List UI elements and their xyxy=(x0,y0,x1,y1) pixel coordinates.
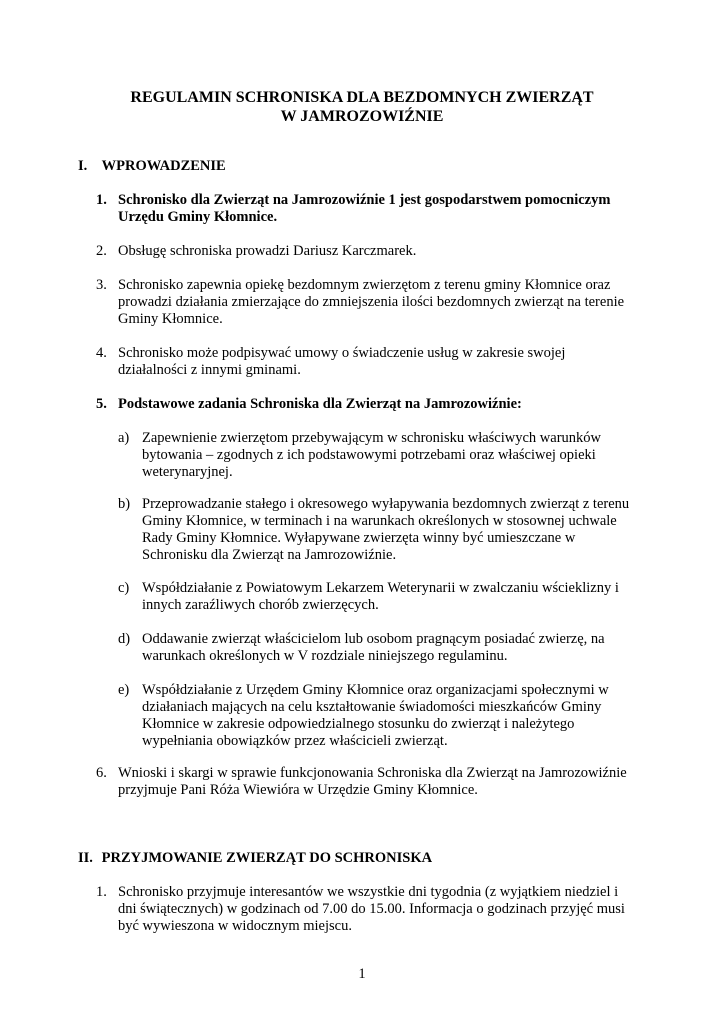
item-line: Urzędu Gminy Kłomnice. xyxy=(118,209,278,225)
list-item xyxy=(118,765,638,799)
subitem-line: Rady Gminy Kłomnice. Wyłapywane zwierzęta winny być umieszczane w xyxy=(142,530,576,546)
subitem-letter: e) xyxy=(118,682,130,698)
list-item xyxy=(118,396,638,413)
subitem-line: wypełniania obowiązków przez właścicieli zwierząt. xyxy=(142,733,448,749)
subitem-line: innych zaraźliwych chorób zwierzęcych. xyxy=(142,597,379,613)
section-numeral: II. xyxy=(78,850,93,866)
section-title: PRZYJMOWANIE ZWIERZĄT DO SCHRONISKA xyxy=(101,850,433,866)
subitem-letter: a) xyxy=(118,430,130,446)
item-line: Schronisko może podpisywać umowy o świadczenie usług w zakresie swojej xyxy=(118,345,566,361)
title-line-2: W JAMROZOWIŹNIE xyxy=(280,108,444,125)
subitem-line: Oddawanie zwierząt właścicielom lub osobom pragnącym posiadać zwierzę, na xyxy=(142,631,605,647)
item-number: 2. xyxy=(96,243,107,259)
subitem-letter: d) xyxy=(118,631,131,647)
item-line: Podstawowe zadania Schroniska dla Zwierząt na Jamrozowiźnie: xyxy=(118,396,522,412)
subitem-line: Gminy Kłomnice, w terminach i na warunkach określonych w stosownej uchwale xyxy=(142,513,617,529)
item-number: 3. xyxy=(96,277,107,293)
list-item xyxy=(118,345,638,379)
item-number: 4. xyxy=(96,345,107,361)
subitem-line: warunkach określonych w V rozdziale niniejszego regulaminu. xyxy=(142,648,508,664)
subitem-line: Współdziałanie z Urzędem Gminy Kłomnice oraz organizacjami społecznymi w xyxy=(142,682,609,698)
subitem-line: bytowania – zgodnych z ich podstawowymi potrzebami oraz właściwej opieki xyxy=(142,447,596,463)
subitem-line: Przeprowadzanie stałego i okresowego wyłapywania bezdomnych zwierząt z terenu xyxy=(142,496,630,512)
sub-list-item xyxy=(142,682,642,750)
item-number: 1. xyxy=(96,884,107,900)
item-line: Schronisko zapewnia opiekę bezdomnym zwierzętom z terenu gminy Kłomnice oraz xyxy=(118,277,611,293)
page-number: 1 xyxy=(358,966,366,982)
item-line: Gminy Kłomnice. xyxy=(118,311,223,327)
item-line: prowadzi działania zmierzające do zmniejszenia ilości bezdomnych zwierząt na terenie xyxy=(118,294,625,310)
subitem-letter: b) xyxy=(118,496,131,512)
title-line-1: REGULAMIN SCHRONISKA DLA BEZDOMNYCH ZWIERZĄT xyxy=(130,89,594,106)
item-line: przyjmuje Pani Róża Wiewióra w Urzędzie Gminy Kłomnice. xyxy=(118,782,478,798)
subitem-letter: c) xyxy=(118,580,130,596)
section-heading-1 xyxy=(78,158,226,175)
item-line: Obsługę schroniska prowadzi Dariusz Karczmarek. xyxy=(118,243,417,259)
list-item xyxy=(118,243,638,260)
sub-list-item xyxy=(142,496,642,564)
item-line: Schronisko przyjmuje interesantów we wszystkie dni tygodnia (z wyjątkiem niedziel i xyxy=(118,884,619,900)
list-item xyxy=(118,192,638,226)
item-line: dni świątecznych) w godzinach od 7.00 do 15.00. Informacja o godzinach przyjęć musi xyxy=(118,901,625,917)
item-number: 5. xyxy=(96,396,107,412)
item-number: 1. xyxy=(96,192,107,208)
subitem-line: Zapewnienie zwierzętom przebywającym w schronisku właściwych warunków xyxy=(142,430,602,446)
section-title: WPROWADZENIE xyxy=(101,158,226,174)
subitem-line: Kłomnice w zakresie odpowiedzialnego stosunku do zwierząt i należytego xyxy=(142,716,575,732)
sub-list-item xyxy=(142,580,642,614)
section-numeral: I. xyxy=(78,158,88,174)
subitem-line: weterynaryjnej. xyxy=(142,464,233,480)
document-title xyxy=(0,88,724,126)
item-number: 6. xyxy=(96,765,107,781)
list-item xyxy=(118,884,638,935)
subitem-line: działaniach mających na celu kształtowanie świadomości mieszkańców Gminy xyxy=(142,699,602,715)
sub-list-item xyxy=(142,430,642,481)
item-line: działalności z innymi gminami. xyxy=(118,362,301,378)
item-line: Schronisko dla Zwierząt na Jamrozowiźnie 1 jest gospodarstwem pomocniczym xyxy=(118,192,611,208)
item-line: Wnioski i skargi w sprawie funkcjonowania Schroniska dla Zwierząt na Jamrozowiźnie xyxy=(118,765,627,781)
item-line: być wywieszona w widocznym miejscu. xyxy=(118,918,352,934)
section-heading-2 xyxy=(78,850,432,867)
list-item xyxy=(118,277,638,328)
subitem-line: Schronisku dla Zwierząt na Jamrozowiźnie. xyxy=(142,547,397,563)
subitem-line: Współdziałanie z Powiatowym Lekarzem Weterynarii w zwalczaniu wścieklizny i xyxy=(142,580,619,596)
sub-list-item xyxy=(142,631,642,665)
